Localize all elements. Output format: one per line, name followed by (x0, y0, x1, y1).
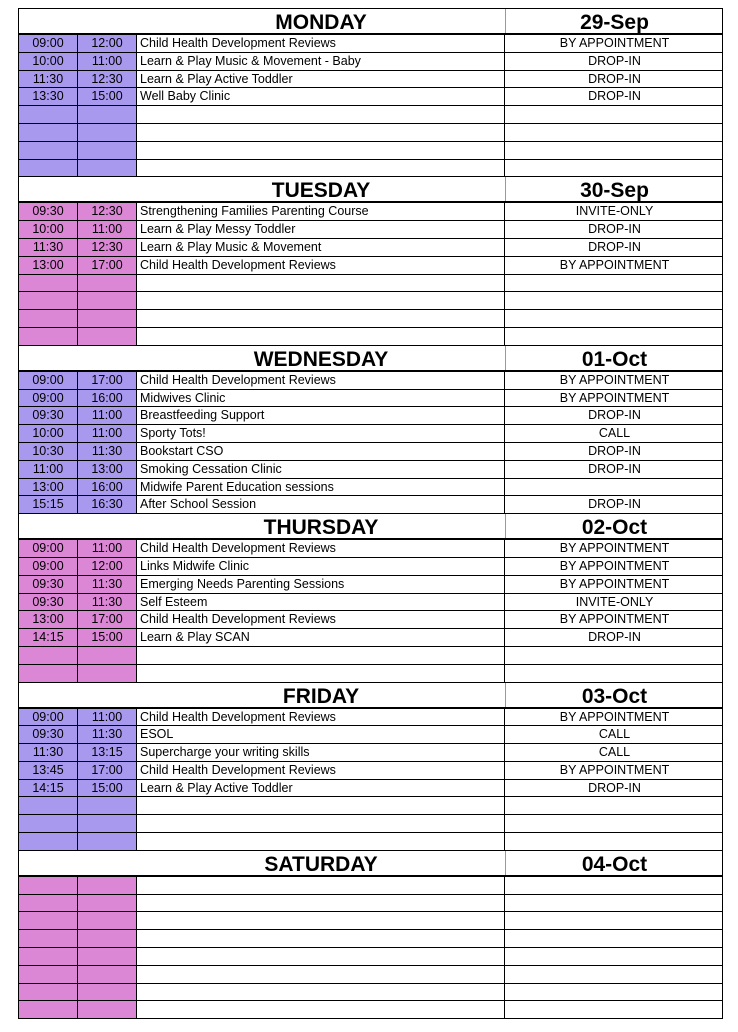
start-time-cell (19, 292, 78, 309)
end-time-cell (78, 948, 137, 965)
start-time-cell (19, 275, 78, 292)
table-row (19, 328, 722, 346)
table-row (19, 815, 722, 833)
day-date: 01-Oct (581, 347, 648, 371)
end-time-cell (78, 647, 137, 664)
session-type-cell (505, 797, 724, 814)
start-time-cell: 15:15 (19, 496, 78, 513)
end-time-cell: 12:30 (78, 239, 137, 256)
table-row (19, 629, 722, 647)
start-time-cell: 13:30 (19, 88, 78, 105)
start-time-cell (19, 815, 78, 832)
day-name: WEDNESDAY (253, 347, 389, 371)
activity-cell (137, 292, 505, 309)
start-time-cell (19, 930, 78, 947)
session-type-cell (505, 984, 724, 1001)
start-time-cell: 13:00 (19, 479, 78, 496)
start-time-cell (19, 142, 78, 159)
end-time-cell: 11:30 (78, 576, 137, 593)
end-time-cell: 11:00 (78, 53, 137, 70)
session-type-cell: DROP-IN (588, 71, 641, 86)
session-type-cell (505, 292, 724, 309)
table-row (19, 611, 722, 629)
activity-cell: Sporty Tots! (137, 425, 505, 442)
activity-cell (137, 275, 505, 292)
session-type-cell: BY APPOINTMENT (559, 36, 670, 50)
table-row (19, 797, 722, 815)
table-row (19, 479, 722, 497)
day-rows (19, 877, 722, 1019)
start-time-cell: 10:00 (19, 425, 78, 442)
activity-cell (137, 984, 505, 1001)
session-type-cell (505, 479, 724, 496)
activity-cell: Learn & Play SCAN (137, 629, 505, 646)
session-type-cell: BY APPOINTMENT (559, 390, 670, 405)
session-type-cell (505, 275, 724, 292)
activity-cell: Smoking Cessation Clinic (137, 461, 505, 478)
start-time-cell (19, 948, 78, 965)
day-name: THURSDAY (263, 516, 379, 540)
activity-cell (137, 877, 505, 894)
start-time-cell: 14:15 (19, 629, 78, 646)
end-time-cell: 17:00 (78, 611, 137, 628)
activity-cell: Learn & Play Active Toddler (137, 780, 505, 797)
day-header (19, 851, 722, 877)
start-time-cell: 09:30 (19, 726, 78, 743)
end-time-cell (78, 833, 137, 850)
table-row (19, 744, 722, 762)
end-time-cell: 11:30 (78, 594, 137, 611)
end-time-cell: 12:30 (78, 71, 137, 88)
start-time-cell: 09:30 (19, 576, 78, 593)
end-time-cell: 16:30 (78, 496, 137, 513)
table-row (19, 71, 722, 89)
table-row (19, 912, 722, 930)
session-type-cell: BY APPOINTMENT (559, 541, 670, 556)
table-row (19, 372, 722, 390)
session-type-cell (505, 948, 724, 965)
session-type-cell: BY APPOINTMENT (559, 762, 670, 777)
session-type-cell: BY APPOINTMENT (559, 576, 670, 591)
table-row (19, 930, 722, 948)
table-row (19, 966, 722, 984)
end-time-cell (78, 797, 137, 814)
end-time-cell: 15:00 (78, 88, 137, 105)
activity-cell: Child Health Development Reviews (137, 35, 505, 52)
end-time-cell: 11:00 (78, 709, 137, 726)
day-section-friday (19, 683, 722, 851)
end-time-cell (78, 1001, 137, 1018)
start-time-cell: 13:00 (19, 611, 78, 628)
start-time-cell: 10:00 (19, 221, 78, 238)
activity-cell (137, 895, 505, 912)
activity-cell (137, 815, 505, 832)
session-type-cell (505, 124, 724, 141)
activity-cell: Child Health Development Reviews (137, 709, 505, 726)
start-time-cell (19, 984, 78, 1001)
session-type-cell: BY APPOINTMENT (559, 372, 670, 387)
end-time-cell: 11:30 (78, 443, 137, 460)
activity-cell (137, 106, 505, 123)
end-time-cell: 17:00 (78, 762, 137, 779)
session-type-cell: DROP-IN (588, 89, 641, 104)
day-date: 04-Oct (581, 852, 648, 876)
table-row (19, 780, 722, 798)
session-type-cell: DROP-IN (588, 239, 641, 254)
start-time-cell: 09:00 (19, 390, 78, 407)
start-time-cell (19, 124, 78, 141)
day-date: 02-Oct (581, 516, 648, 540)
start-time-cell: 11:30 (19, 744, 78, 761)
start-time-cell (19, 665, 78, 682)
end-time-cell: 17:00 (78, 372, 137, 389)
session-type-cell (505, 142, 724, 159)
start-time-cell (19, 797, 78, 814)
session-type-cell (505, 647, 724, 664)
start-time-cell (19, 1001, 78, 1018)
start-time-cell: 09:00 (19, 540, 78, 557)
end-time-cell: 16:00 (78, 479, 137, 496)
session-type-cell: BY APPOINTMENT (559, 612, 670, 627)
start-time-cell: 09:30 (19, 203, 78, 220)
start-time-cell (19, 328, 78, 345)
activity-cell: Child Health Development Reviews (137, 257, 505, 274)
table-row (19, 647, 722, 665)
table-row (19, 762, 722, 780)
activity-cell: Midwives Clinic (137, 390, 505, 407)
end-time-cell: 11:30 (78, 726, 137, 743)
start-time-cell (19, 877, 78, 894)
table-row (19, 576, 722, 594)
table-row (19, 984, 722, 1002)
table-row (19, 142, 722, 160)
day-rows (19, 203, 722, 345)
session-type-cell (505, 160, 724, 177)
activity-cell: Strengthening Families Parenting Course (137, 203, 505, 220)
day-rows (19, 372, 722, 514)
activity-cell (137, 160, 505, 177)
activity-cell (137, 797, 505, 814)
end-time-cell (78, 292, 137, 309)
end-time-cell: 12:00 (78, 558, 137, 575)
session-type-cell (505, 665, 724, 682)
end-time-cell (78, 275, 137, 292)
start-time-cell: 11:30 (19, 71, 78, 88)
end-time-cell: 13:00 (78, 461, 137, 478)
end-time-cell (78, 328, 137, 345)
activity-cell: Child Health Development Reviews (137, 762, 505, 779)
day-rows (19, 540, 722, 682)
table-row (19, 461, 722, 479)
start-time-cell: 09:00 (19, 558, 78, 575)
session-type-cell: INVITE-ONLY (575, 204, 654, 219)
day-name: SATURDAY (264, 852, 378, 876)
activity-cell: Child Health Development Reviews (137, 611, 505, 628)
table-row (19, 35, 722, 53)
activity-cell: Supercharge your writing skills (137, 744, 505, 761)
start-time-cell: 10:00 (19, 53, 78, 70)
session-type-cell: CALL (598, 745, 631, 760)
table-row (19, 726, 722, 744)
end-time-cell: 15:00 (78, 629, 137, 646)
session-type-cell: CALL (598, 426, 631, 441)
activity-cell: Self Esteem (137, 594, 505, 611)
start-time-cell: 09:30 (19, 407, 78, 424)
activity-cell: Midwife Parent Education sessions (137, 479, 505, 496)
activity-cell (137, 912, 505, 929)
activity-cell: Child Health Development Reviews (137, 372, 505, 389)
day-section-tuesday (19, 177, 722, 345)
end-time-cell (78, 930, 137, 947)
start-time-cell: 09:00 (19, 372, 78, 389)
day-header (19, 683, 722, 709)
table-row (19, 425, 722, 443)
table-row (19, 594, 722, 612)
activity-cell: Breastfeeding Support (137, 407, 505, 424)
activity-cell: Emerging Needs Parenting Sessions (137, 576, 505, 593)
table-row (19, 292, 722, 310)
session-type-cell: BY APPOINTMENT (559, 709, 670, 724)
start-time-cell: 14:15 (19, 780, 78, 797)
table-row (19, 558, 722, 576)
table-row (19, 53, 722, 71)
start-time-cell (19, 160, 78, 177)
table-row (19, 310, 722, 328)
session-type-cell: BY APPOINTMENT (559, 558, 670, 573)
table-row (19, 160, 722, 178)
day-section-thursday (19, 514, 722, 682)
table-row (19, 390, 722, 408)
table-row (19, 709, 722, 727)
start-time-cell (19, 106, 78, 123)
session-type-cell (505, 1001, 724, 1018)
end-time-cell (78, 310, 137, 327)
day-section-wednesday (19, 346, 722, 514)
end-time-cell (78, 665, 137, 682)
table-row (19, 1001, 722, 1019)
table-row (19, 407, 722, 425)
end-time-cell: 11:00 (78, 407, 137, 424)
session-type-cell: DROP-IN (588, 53, 641, 68)
end-time-cell: 12:30 (78, 203, 137, 220)
start-time-cell (19, 310, 78, 327)
end-time-cell (78, 984, 137, 1001)
session-type-cell (505, 815, 724, 832)
end-time-cell (78, 142, 137, 159)
activity-cell: Learn & Play Music & Movement (137, 239, 505, 256)
end-time-cell (78, 895, 137, 912)
session-type-cell: BY APPOINTMENT (559, 257, 670, 272)
table-row (19, 665, 722, 683)
start-time-cell: 13:45 (19, 762, 78, 779)
end-time-cell: 12:00 (78, 35, 137, 52)
table-row (19, 443, 722, 461)
session-type-cell: DROP-IN (588, 222, 641, 237)
start-time-cell (19, 833, 78, 850)
session-type-cell: CALL (598, 727, 631, 742)
activity-cell: ESOL (137, 726, 505, 743)
activity-cell: Bookstart CSO (137, 443, 505, 460)
table-row (19, 203, 722, 221)
end-time-cell (78, 124, 137, 141)
day-header (19, 514, 722, 540)
session-type-cell (505, 328, 724, 345)
day-section-monday (19, 9, 722, 177)
end-time-cell (78, 912, 137, 929)
activity-cell: Learn & Play Messy Toddler (137, 221, 505, 238)
activity-cell (137, 310, 505, 327)
table-row (19, 496, 722, 514)
day-date: 30-Sep (580, 179, 649, 203)
activity-cell (137, 124, 505, 141)
activity-cell (137, 665, 505, 682)
activity-cell: Child Health Development Reviews (137, 540, 505, 557)
session-type-cell (505, 966, 724, 983)
end-time-cell: 16:00 (78, 390, 137, 407)
day-date: 03-Oct (581, 684, 648, 708)
table-row (19, 948, 722, 966)
start-time-cell (19, 912, 78, 929)
day-rows (19, 35, 722, 177)
end-time-cell: 15:00 (78, 780, 137, 797)
start-time-cell (19, 966, 78, 983)
activity-cell: Learn & Play Music & Movement - Baby (137, 53, 505, 70)
end-time-cell: 11:00 (78, 540, 137, 557)
table-row (19, 257, 722, 275)
session-type-cell (505, 877, 724, 894)
activity-cell (137, 142, 505, 159)
start-time-cell: 11:30 (19, 239, 78, 256)
activity-cell: Links Midwife Clinic (137, 558, 505, 575)
table-row (19, 877, 722, 895)
table-row (19, 540, 722, 558)
session-type-cell: DROP-IN (588, 443, 641, 458)
table-row (19, 833, 722, 851)
session-type-cell: DROP-IN (588, 497, 641, 512)
session-type-cell: INVITE-ONLY (575, 594, 654, 609)
session-type-cell (505, 106, 724, 123)
activity-cell (137, 647, 505, 664)
session-type-cell: DROP-IN (588, 461, 641, 476)
session-type-cell: DROP-IN (588, 408, 641, 423)
day-name: TUESDAY (271, 179, 371, 203)
day-header (19, 9, 722, 35)
table-row (19, 88, 722, 106)
session-type-cell (505, 930, 724, 947)
session-type-cell (505, 895, 724, 912)
activity-cell (137, 833, 505, 850)
start-time-cell (19, 895, 78, 912)
end-time-cell (78, 966, 137, 983)
table-row (19, 221, 722, 239)
table-row (19, 106, 722, 124)
start-time-cell: 13:00 (19, 257, 78, 274)
day-rows (19, 709, 722, 851)
end-time-cell: 17:00 (78, 257, 137, 274)
table-row (19, 239, 722, 257)
day-name: FRIDAY (282, 684, 360, 708)
end-time-cell (78, 160, 137, 177)
start-time-cell: 09:00 (19, 35, 78, 52)
start-time-cell: 11:00 (19, 461, 78, 478)
table-row (19, 895, 722, 913)
session-type-cell: DROP-IN (588, 780, 641, 795)
weekly-schedule-table (18, 8, 723, 1019)
activity-cell: Well Baby Clinic (137, 88, 505, 105)
table-row (19, 124, 722, 142)
activity-cell: After School Session (137, 496, 505, 513)
day-header (19, 177, 722, 203)
end-time-cell: 11:00 (78, 425, 137, 442)
day-header (19, 346, 722, 372)
activity-cell (137, 1001, 505, 1018)
day-section-saturday (19, 851, 722, 1019)
day-name: MONDAY (275, 11, 367, 34)
session-type-cell (505, 833, 724, 850)
session-type-cell (505, 310, 724, 327)
activity-cell (137, 930, 505, 947)
end-time-cell: 13:15 (78, 744, 137, 761)
start-time-cell (19, 647, 78, 664)
table-row (19, 275, 722, 293)
activity-cell (137, 948, 505, 965)
session-type-cell: DROP-IN (588, 630, 641, 645)
day-date: 29-Sep (580, 11, 649, 34)
activity-cell (137, 328, 505, 345)
start-time-cell: 09:30 (19, 594, 78, 611)
end-time-cell (78, 106, 137, 123)
activity-cell (137, 966, 505, 983)
activity-cell: Learn & Play Active Toddler (137, 71, 505, 88)
session-type-cell (505, 912, 724, 929)
end-time-cell (78, 877, 137, 894)
end-time-cell: 11:00 (78, 221, 137, 238)
start-time-cell: 10:30 (19, 443, 78, 460)
start-time-cell: 09:00 (19, 709, 78, 726)
end-time-cell (78, 815, 137, 832)
